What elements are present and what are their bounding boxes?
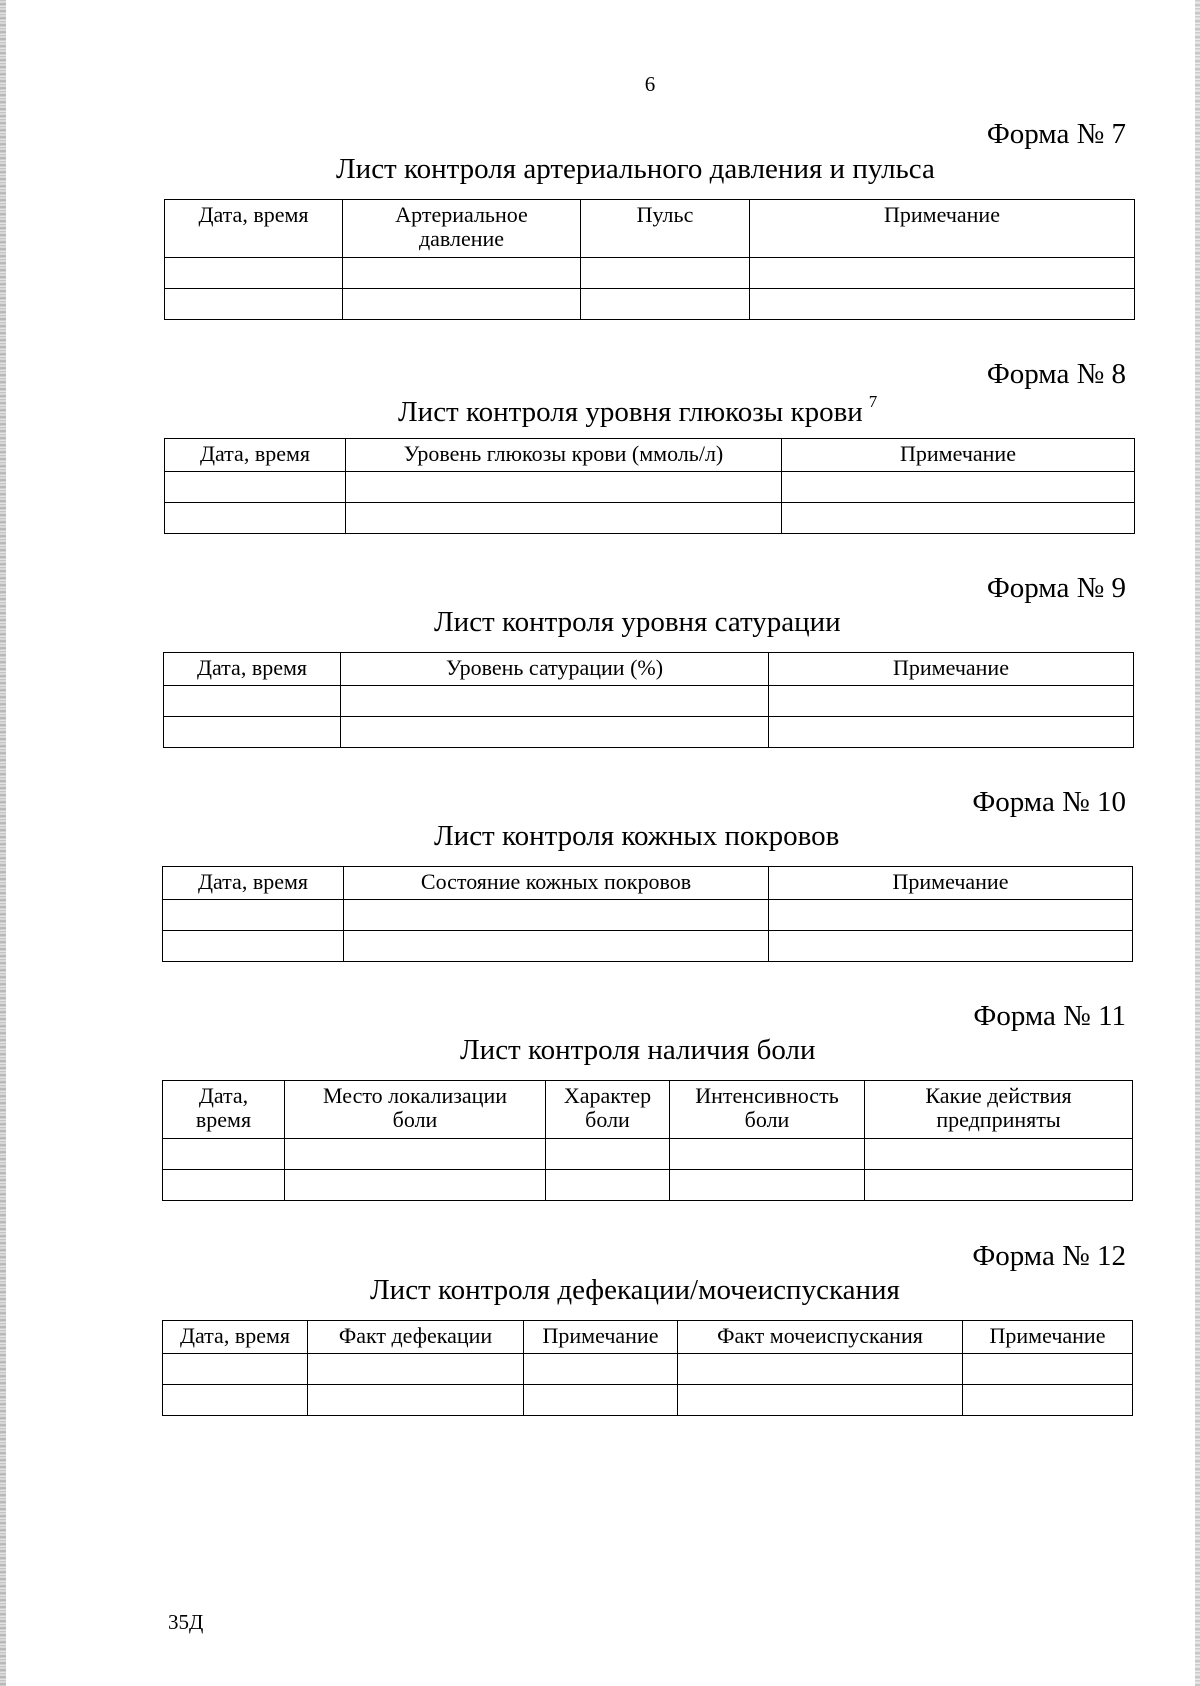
form-10-title (434, 820, 839, 853)
table-cell[interactable] (782, 472, 1135, 503)
table-cell[interactable] (769, 686, 1134, 717)
form-9-col-date: Дата, время (164, 653, 341, 686)
table-cell[interactable] (546, 1139, 670, 1170)
form-9-col-note: Примечание (769, 653, 1134, 686)
table-row (165, 472, 1135, 503)
table-cell[interactable] (308, 1385, 524, 1416)
form-12-col-note-1: Примечание (524, 1321, 678, 1354)
table-row (163, 1385, 1133, 1416)
form-9-title-text: Лист контроля уровня сатурации (434, 606, 841, 638)
table-cell[interactable] (164, 717, 341, 748)
table-cell[interactable] (341, 686, 769, 717)
form-10-col-date: Дата, время (163, 867, 344, 900)
table-cell[interactable] (163, 1385, 308, 1416)
form-10-col-skin: Состояние кожных покровов (344, 867, 769, 900)
table-row (163, 931, 1133, 962)
form-7-title (336, 153, 935, 186)
table-cell[interactable] (546, 1170, 670, 1201)
form-11-col-actions-text: Какие действия предприняты (925, 1083, 1072, 1132)
table-cell[interactable] (285, 1139, 546, 1170)
table-cell[interactable] (163, 900, 344, 931)
table-cell[interactable] (344, 931, 769, 962)
form-7-col-pulse: Пульс (581, 200, 750, 258)
form-9-title (434, 606, 841, 639)
form-12-label: Форма № 12 (972, 1240, 1126, 1272)
table-cell[interactable] (678, 1385, 963, 1416)
scan-edge-right (1195, 0, 1200, 1686)
table-cell[interactable] (346, 472, 782, 503)
table-cell[interactable] (164, 686, 341, 717)
form-8-col-date: Дата, время (165, 439, 346, 472)
table-cell[interactable] (865, 1170, 1133, 1201)
form-11-title-text: Лист контроля наличия боли (460, 1034, 816, 1066)
table-cell[interactable] (750, 289, 1135, 320)
table-row (164, 686, 1134, 717)
table-cell[interactable] (769, 717, 1134, 748)
form-8-title-text: Лист контроля уровня глюкозы крови (398, 396, 863, 428)
form-12-title-text: Лист контроля дефекации/мочеиспускания (370, 1274, 900, 1306)
table-cell[interactable] (308, 1354, 524, 1385)
form-9-label: Форма № 9 (986, 572, 1126, 604)
form-11-col-character-text: Характер боли (563, 1083, 652, 1132)
form-11-col-intensity (670, 1081, 865, 1139)
footer-code: 35Д (168, 1610, 204, 1634)
scan-edge-left (0, 0, 6, 1686)
form-7-col-pressure (343, 200, 581, 258)
form-11-col-actions (865, 1081, 1133, 1139)
form-9-table (163, 652, 1134, 748)
table-cell[interactable] (963, 1354, 1133, 1385)
form-10-label: Форма № 10 (972, 786, 1126, 818)
table-cell[interactable] (165, 503, 346, 534)
table-row (165, 503, 1135, 534)
table-cell[interactable] (581, 289, 750, 320)
table-cell[interactable] (163, 1354, 308, 1385)
form-8-title (398, 392, 877, 429)
form-11-col-intensity-text: Интенсивность боли (695, 1083, 839, 1132)
form-10-table (162, 866, 1133, 962)
table-cell[interactable] (163, 931, 344, 962)
form-9-col-saturation: Уровень сатурации (%) (341, 653, 769, 686)
table-cell[interactable] (165, 258, 343, 289)
form-11-table (162, 1080, 1133, 1201)
table-cell[interactable] (678, 1354, 963, 1385)
form-7-col-note: Примечание (750, 200, 1135, 258)
table-row (165, 289, 1135, 320)
form-8-col-note: Примечание (782, 439, 1135, 472)
table-row (164, 717, 1134, 748)
table-row (163, 1354, 1133, 1385)
form-11-col-date-text: Дата, время (195, 1083, 252, 1132)
table-cell[interactable] (346, 503, 782, 534)
table-row (165, 258, 1135, 289)
form-11-title (460, 1034, 816, 1067)
form-7-col-date: Дата, время (165, 200, 343, 258)
table-cell[interactable] (865, 1139, 1133, 1170)
table-row (163, 1139, 1133, 1170)
table-cell[interactable] (165, 289, 343, 320)
table-cell[interactable] (670, 1170, 865, 1201)
form-8-col-glucose: Уровень глюкозы крови (ммоль/л) (346, 439, 782, 472)
form-8-table (164, 438, 1135, 534)
table-row (163, 900, 1133, 931)
table-cell[interactable] (581, 258, 750, 289)
footnote-marker: 7 (868, 392, 878, 411)
form-10-col-note: Примечание (769, 867, 1133, 900)
table-cell[interactable] (670, 1139, 865, 1170)
form-12-col-urination: Факт мочеиспускания (678, 1321, 963, 1354)
table-cell[interactable] (285, 1170, 546, 1201)
table-cell[interactable] (163, 1139, 285, 1170)
form-11-col-location-text: Место локализации боли (323, 1083, 507, 1132)
form-12-title (370, 1274, 900, 1307)
table-cell[interactable] (343, 289, 581, 320)
form-12-col-date: Дата, время (163, 1321, 308, 1354)
page-number: 6 (644, 72, 656, 96)
form-11-col-date (163, 1081, 285, 1139)
table-cell[interactable] (769, 931, 1133, 962)
table-cell[interactable] (344, 900, 769, 931)
table-cell[interactable] (769, 900, 1133, 931)
form-10-title-text: Лист контроля кожных покровов (434, 820, 840, 852)
form-12-table (162, 1320, 1133, 1416)
form-12-col-note-2: Примечание (963, 1321, 1133, 1354)
form-11-label: Форма № 11 (973, 1000, 1126, 1032)
table-cell[interactable] (343, 258, 581, 289)
table-cell[interactable] (963, 1385, 1133, 1416)
form-11-col-character (546, 1081, 670, 1139)
table-cell[interactable] (524, 1354, 678, 1385)
table-cell[interactable] (165, 472, 346, 503)
form-7-table (164, 199, 1135, 320)
form-11-col-location (285, 1081, 546, 1139)
form-7-col-pressure-text: Артериальное давление (395, 202, 528, 251)
table-cell[interactable] (782, 503, 1135, 534)
table-cell[interactable] (163, 1170, 285, 1201)
table-cell[interactable] (341, 717, 769, 748)
form-7-title-text: Лист контроля артериального давления и пульса (336, 153, 935, 185)
table-cell[interactable] (524, 1385, 678, 1416)
table-cell[interactable] (750, 258, 1135, 289)
form-12-col-defecation: Факт дефекации (308, 1321, 524, 1354)
form-8-label: Форма № 8 (986, 358, 1126, 390)
table-row (163, 1170, 1133, 1201)
form-7-label: Форма № 7 (986, 118, 1126, 150)
